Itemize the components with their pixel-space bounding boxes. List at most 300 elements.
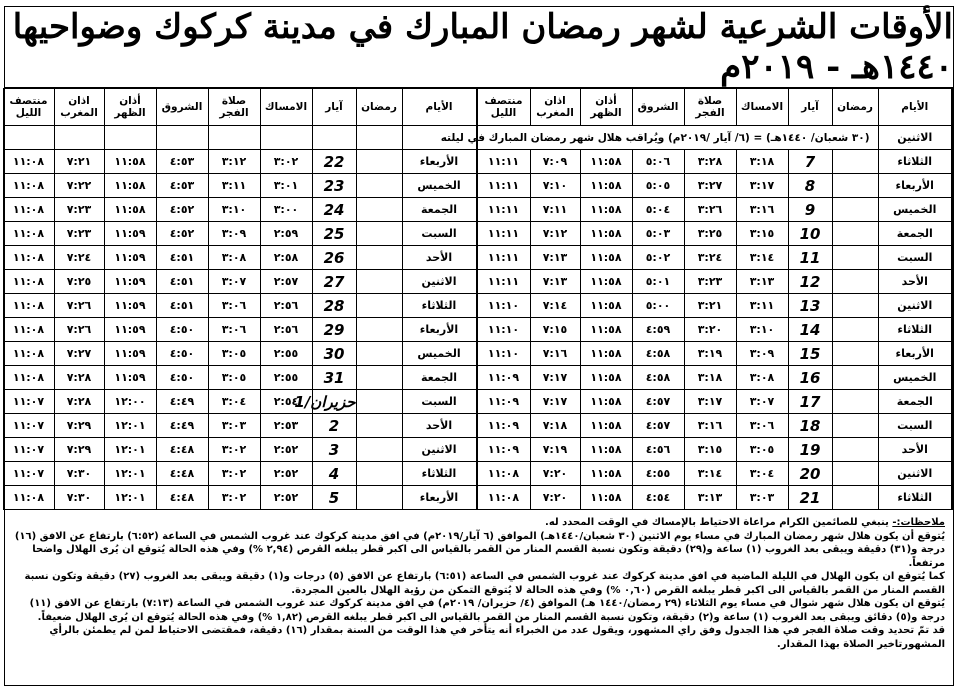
cell-may: 9 xyxy=(788,198,832,222)
cell-may: 3 xyxy=(312,438,356,462)
cell-ram xyxy=(356,438,402,462)
cell-ram xyxy=(356,366,402,390)
cell-ram xyxy=(832,270,878,294)
cell-mid: ١١:٠٨ xyxy=(3,222,54,246)
cell-fajr: ٣:٠٩ xyxy=(208,222,260,246)
table-row xyxy=(3,294,476,318)
cell-imsak: ٢:٥٤ xyxy=(260,390,312,414)
table-row xyxy=(477,414,952,438)
cell-day: الاثنين xyxy=(402,270,476,294)
cell-shuruq: ٥:٠٥ xyxy=(632,174,684,198)
cell-mid: ١١:٠٨ xyxy=(477,462,530,486)
cell-mid: ١١:٠٨ xyxy=(3,366,54,390)
cell-day: الأربعاء xyxy=(402,150,476,174)
cell-ram xyxy=(356,270,402,294)
cell-may: 14 xyxy=(788,318,832,342)
cell-dhuhr: ١١:٥٨ xyxy=(580,414,632,438)
cell-imsak: ٢:٥٧ xyxy=(260,270,312,294)
cell-maghrib: ٧:٢٦ xyxy=(54,294,104,318)
cell-imsak: ٣:٠٩ xyxy=(736,342,788,366)
cell-may: 24 xyxy=(312,198,356,222)
column-header: منتصف الليل xyxy=(477,89,530,126)
cell-imsak: ٣:١١ xyxy=(736,294,788,318)
cell-maghrib: ٧:٣٠ xyxy=(54,486,104,510)
cell-fajr: ٣:٠٨ xyxy=(208,246,260,270)
cell-shuruq: ٤:٥٨ xyxy=(632,342,684,366)
table-row xyxy=(3,246,476,270)
note-line: يُتوقع أن يكون هلال شهر رمضان المبارك في مساء يوم الاثنين (٣٠ شعبان/١٤٤٠هـ) الموافق (٦ آيار/٢٠١٩م) في افق مدينة كركوك عند غروب الشمس في الساعة (٦:٥٢) بارتفاع عن الافق (١٦) درجة و(٣١) دقيقة ويبقى بعد الغروب (١) ساعة و(٢٩) دقيقة وتكون نسبة القسم المنار من القمر بالقياس الى اكبر قطر يبلغه القرص (٢,٩٤ %) وفي هذه الحالة يُتوقع ان يُرى الهلال واضحا مرتفعاً. xyxy=(14,530,945,569)
table-row xyxy=(477,318,952,342)
cell-maghrib: ٧:٢٢ xyxy=(54,174,104,198)
cell-maghrib: ٧:٢٩ xyxy=(54,414,104,438)
cell-imsak: ٣:١٦ xyxy=(736,198,788,222)
cell-day: الخميس xyxy=(402,174,476,198)
cell-dhuhr: ١١:٥٨ xyxy=(580,342,632,366)
cell-day: الاثنين xyxy=(402,438,476,462)
cell-maghrib: ٧:٢٧ xyxy=(54,342,104,366)
cell-day: الأربعاء xyxy=(878,174,952,198)
cell-imsak: ٣:١٠ xyxy=(736,318,788,342)
cell-shuruq: ٥:٠١ xyxy=(632,270,684,294)
cell-shuruq: ٤:٥٦ xyxy=(632,438,684,462)
cell-fajr: ٣:١٨ xyxy=(684,366,736,390)
table-row xyxy=(477,366,952,390)
cell-maghrib: ٧:١٨ xyxy=(530,414,580,438)
cell-may: 17 xyxy=(788,390,832,414)
cell-mid: ١١:٠٨ xyxy=(3,486,54,510)
first-row-note: (٣٠ شعبان/ ١٤٤٠هـ) = (٦/ آيار /٢٠١٩م) ويُراقب هلال شهر رمضان المبارك في ليلته xyxy=(477,126,878,150)
column-header: صلاة الفجر xyxy=(208,89,260,126)
cell-shuruq: ٥:٠٢ xyxy=(632,246,684,270)
cell-shuruq: ٤:٤٩ xyxy=(156,414,208,438)
cell-shuruq: ٥:٠٤ xyxy=(632,198,684,222)
cell-shuruq: ٤:٥٩ xyxy=(632,318,684,342)
cell-maghrib: ٧:١٣ xyxy=(530,246,580,270)
cell-fajr: ٣:٠٤ xyxy=(208,390,260,414)
cell-shuruq: ٤:٥٧ xyxy=(632,390,684,414)
cell-maghrib: ٧:١٧ xyxy=(530,366,580,390)
cell-mid: ١١:٠٩ xyxy=(477,438,530,462)
cell-day: الثلاثاء xyxy=(878,150,952,174)
cell-ram xyxy=(356,246,402,270)
cell-fajr: ٣:٢٠ xyxy=(684,318,736,342)
cell-dhuhr: ١١:٥٩ xyxy=(104,222,156,246)
cell-dhuhr: ١١:٥٨ xyxy=(580,366,632,390)
cell-maghrib: ٧:٢٣ xyxy=(54,198,104,222)
header-row-left xyxy=(3,89,476,126)
cell-day: الجمعة xyxy=(878,390,952,414)
table-row xyxy=(3,318,476,342)
cell-day: السبت xyxy=(402,222,476,246)
cell-may: 23 xyxy=(312,174,356,198)
cell-ram xyxy=(356,390,402,414)
cell-maghrib: ٧:١٠ xyxy=(530,174,580,198)
cell-imsak: ٣:١٨ xyxy=(736,150,788,174)
table-row xyxy=(3,390,476,414)
table-row xyxy=(3,150,476,174)
cell-ram xyxy=(356,222,402,246)
column-header: أذان الظهر xyxy=(580,89,632,126)
cell-maghrib: ٧:٢١ xyxy=(54,150,104,174)
cell-imsak: ٢:٥٣ xyxy=(260,414,312,438)
cell-fajr: ٣:٠٢ xyxy=(208,462,260,486)
cell-day: الاثنين xyxy=(878,294,952,318)
first-row-day: الاثنين xyxy=(878,126,952,150)
cell-fajr: ٣:٢٨ xyxy=(684,150,736,174)
column-header: الشروق xyxy=(156,89,208,126)
cell-ram xyxy=(356,318,402,342)
cell-ram xyxy=(356,342,402,366)
cell-imsak: ٣:١٧ xyxy=(736,174,788,198)
cell-ram xyxy=(356,414,402,438)
cell-imsak: ٢:٥٦ xyxy=(260,318,312,342)
table-left xyxy=(3,88,477,510)
cell-mid: ١١:١٠ xyxy=(477,318,530,342)
cell-may: 27 xyxy=(312,270,356,294)
cell-imsak: ٣:٠٠ xyxy=(260,198,312,222)
cell-mid: ١١:٠٨ xyxy=(3,198,54,222)
column-header: رمضان xyxy=(832,89,878,126)
cell-mid: ١١:١١ xyxy=(477,222,530,246)
cell-maghrib: ٧:٢٨ xyxy=(54,390,104,414)
cell-fajr: ٣:١٢ xyxy=(208,150,260,174)
cell-dhuhr: ١١:٥٨ xyxy=(580,150,632,174)
cell-ram xyxy=(356,150,402,174)
note-line: قد تمّ تحديد وقت صلاة الفجر في هذا الجدول وفق راي المشهور، ويقول عدد من الخبراء أنه يتأخر في هذا الوقت من السنة بمقدار (١٦) دقيقة، فمقتضى الاحتياط لمن لم يطمئن بالرأي المشهورتاخير الصلاة بهذا المقدار. xyxy=(49,625,945,650)
cell-may: 26 xyxy=(312,246,356,270)
cell-may: 5 xyxy=(312,486,356,510)
cell-mid: ١١:١١ xyxy=(477,246,530,270)
cell-dhuhr: ١١:٥٨ xyxy=(580,486,632,510)
cell-maghrib: ٧:٢٦ xyxy=(54,318,104,342)
cell-maghrib: ٧:١٣ xyxy=(530,270,580,294)
cell-maghrib: ٧:٢٥ xyxy=(54,270,104,294)
cell-imsak: ٣:٠١ xyxy=(260,174,312,198)
cell-mid: ١١:٠٧ xyxy=(3,462,54,486)
cell-imsak: ٢:٥٩ xyxy=(260,222,312,246)
cell-fajr: ٣:٢٣ xyxy=(684,270,736,294)
cell-ram xyxy=(832,222,878,246)
cell-dhuhr: ١١:٥٨ xyxy=(580,318,632,342)
cell-ram xyxy=(832,486,878,510)
cell-may: 29 xyxy=(312,318,356,342)
cell-maghrib: ٧:١٥ xyxy=(530,318,580,342)
cell-fajr: ٣:١٩ xyxy=(684,342,736,366)
cell-maghrib: ٧:١١ xyxy=(530,198,580,222)
cell-ram xyxy=(832,150,878,174)
cell-fajr: ٣:٠٦ xyxy=(208,318,260,342)
table-row xyxy=(3,222,476,246)
cell-day: الجمعة xyxy=(878,222,952,246)
cell-maghrib: ٧:١٧ xyxy=(530,390,580,414)
cell-dhuhr: ١١:٥٨ xyxy=(580,270,632,294)
cell-dhuhr: ١١:٥٨ xyxy=(104,174,156,198)
cell-dhuhr: ١١:٥٨ xyxy=(580,174,632,198)
cell-dhuhr: ١٢:٠١ xyxy=(104,486,156,510)
cell-mid: ١١:٠٧ xyxy=(3,390,54,414)
cell-imsak: ٣:٠٥ xyxy=(736,438,788,462)
cell-may: 20 xyxy=(788,462,832,486)
cell-mid: ١١:٠٨ xyxy=(3,174,54,198)
column-header: أذان الظهر xyxy=(104,89,156,126)
cell-ram xyxy=(832,198,878,222)
cell-fajr: ٣:٢١ xyxy=(684,294,736,318)
cell-may: 7 xyxy=(788,150,832,174)
cell-shuruq: ٤:٥١ xyxy=(156,246,208,270)
column-header: اذان المغرب xyxy=(54,89,104,126)
cell-ram xyxy=(356,198,402,222)
cell-may: 10 xyxy=(788,222,832,246)
cell-may: 25 xyxy=(312,222,356,246)
cell-fajr: ٣:٢٧ xyxy=(684,174,736,198)
cell-dhuhr: ١٢:٠١ xyxy=(104,414,156,438)
cell-imsak: ٢:٥٢ xyxy=(260,462,312,486)
cell-dhuhr: ١١:٥٨ xyxy=(580,294,632,318)
cell-maghrib: ٧:٢٨ xyxy=(54,366,104,390)
table-row xyxy=(3,414,476,438)
cell-dhuhr: ١١:٥٩ xyxy=(104,246,156,270)
cell-may: 13 xyxy=(788,294,832,318)
cell-dhuhr: ١١:٥٨ xyxy=(580,246,632,270)
cell-imsak: ٣:١٣ xyxy=(736,270,788,294)
cell-day: الأربعاء xyxy=(402,318,476,342)
table-right xyxy=(440,88,954,510)
cell-shuruq: ٤:٥٥ xyxy=(632,462,684,486)
cell-fajr: ٣:١١ xyxy=(208,174,260,198)
cell-dhuhr: ١٢:٠٠ xyxy=(104,390,156,414)
cell-may: 12 xyxy=(788,270,832,294)
cell-dhuhr: ١٢:٠١ xyxy=(104,438,156,462)
column-header: الامساك xyxy=(736,89,788,126)
cell-dhuhr: ١١:٥٩ xyxy=(104,294,156,318)
cell-ram xyxy=(356,294,402,318)
cell-maghrib: ٧:١٤ xyxy=(530,294,580,318)
table-row xyxy=(477,222,952,246)
cell-fajr: ٣:١٣ xyxy=(684,486,736,510)
cell-mid: ١١:١١ xyxy=(477,270,530,294)
first-row-left-blank xyxy=(3,126,476,150)
cell-mid: ١١:١١ xyxy=(477,174,530,198)
cell-dhuhr: ١١:٥٩ xyxy=(104,342,156,366)
cell-shuruq: ٥:٠٠ xyxy=(632,294,684,318)
cell-ram xyxy=(832,174,878,198)
cell-ram xyxy=(356,174,402,198)
cell-maghrib: ٧:٢٣ xyxy=(54,222,104,246)
cell-day: الخميس xyxy=(402,342,476,366)
cell-shuruq: ٤:٤٨ xyxy=(156,486,208,510)
cell-fajr: ٣:٢٦ xyxy=(684,198,736,222)
cell-day: الأحد xyxy=(402,414,476,438)
column-header: الأيام xyxy=(402,89,476,126)
cell-dhuhr: ١١:٥٩ xyxy=(104,318,156,342)
cell-shuruq: ٤:٥٨ xyxy=(632,366,684,390)
column-header: آيار xyxy=(312,89,356,126)
cell-ram xyxy=(356,486,402,510)
cell-imsak: ٣:٠٢ xyxy=(260,150,312,174)
first-row xyxy=(477,126,952,150)
cell-imsak: ٢:٥٨ xyxy=(260,246,312,270)
cell-may: 16 xyxy=(788,366,832,390)
table-row xyxy=(477,438,952,462)
cell-may: 8 xyxy=(788,174,832,198)
column-header: صلاة الفجر xyxy=(684,89,736,126)
cell-ram xyxy=(832,366,878,390)
cell-mid: ١١:١٠ xyxy=(477,342,530,366)
cell-maghrib: ٧:٣٠ xyxy=(54,462,104,486)
cell-fajr: ٣:٠٣ xyxy=(208,414,260,438)
cell-may: 21 xyxy=(788,486,832,510)
cell-may: 11 xyxy=(788,246,832,270)
note-line: ينبغي للصائمين الكرام مراعاة الاحتياط بالإمساك في الوقت المحدد له. xyxy=(545,517,889,528)
cell-may: 15 xyxy=(788,342,832,366)
cell-fajr: ٣:٠٢ xyxy=(208,486,260,510)
table-row xyxy=(477,462,952,486)
cell-dhuhr: ١١:٥٨ xyxy=(580,390,632,414)
cell-day: الاثنين xyxy=(878,462,952,486)
cell-mid: ١١:٠٨ xyxy=(3,318,54,342)
note-line: كما يُتوقع ان يكون الهلال في الليلة الماضية في افق مدينة كركوك عند غروب الشمس في الساعة (٦:٥١) بارتفاع عن الافق (٥) درجات و(١) دقيقة ويبقى بعد الغروب (٢٧) دقيقة وتكون نسبة القسم المنار من القمر بالقياس الى اكبر قطر يبلغه القرص (٠,٦٠ %) وفي هذه الحالة لا يُتوقع التمكن من رؤية الهلال بالعين المجردة. xyxy=(24,571,945,596)
cell-mid: ١١:٠٨ xyxy=(3,294,54,318)
cell-fajr: ٣:١٤ xyxy=(684,462,736,486)
cell-mid: ١١:٠٨ xyxy=(3,246,54,270)
header-row-right xyxy=(477,89,952,126)
cell-day: الثلاثاء xyxy=(878,486,952,510)
cell-imsak: ٢:٥٦ xyxy=(260,294,312,318)
cell-mid: ١١:١١ xyxy=(477,150,530,174)
cell-shuruq: ٤:٥٠ xyxy=(156,342,208,366)
cell-mid: ١١:٠٧ xyxy=(3,438,54,462)
note-line: يُتوقع ان يكون هلال شهر شوال في مساء يوم الثلاثاء (٢٩ رمضان/١٤٤٠ هـ) الموافق (٤/ حزيران/ ٢٠١٩م) في افق مدينة كركوك عند غروب الشمس في الساعة (٧:١٣) بارتفاع عن الافق (١١) درجة و(٥) دقائق ويبقى بعد الغروب (١) ساعة و(٢) دقيقة، وتكون نسبة القسم المنار من القمر بالقياس الى اكبر قطر يبلغه القرص (١,٨٢ %) وفي هذه الحالة يُتوقع ان يُرى الهلال ضعيفاً. xyxy=(29,598,945,623)
cell-shuruq: ٤:٥٣ xyxy=(156,174,208,198)
cell-ram xyxy=(832,438,878,462)
cell-imsak: ٢:٥٢ xyxy=(260,438,312,462)
cell-shuruq: ٥:٠٣ xyxy=(632,222,684,246)
cell-imsak: ٣:١٥ xyxy=(736,222,788,246)
cell-may: 4 xyxy=(312,462,356,486)
table-row xyxy=(477,198,952,222)
cell-day: الأحد xyxy=(402,246,476,270)
table-row xyxy=(477,342,952,366)
cell-mid: ١١:٠٨ xyxy=(3,270,54,294)
cell-mid: ١١:٠٩ xyxy=(477,390,530,414)
cell-imsak: ٣:٠٧ xyxy=(736,390,788,414)
cell-maghrib: ٧:١٩ xyxy=(530,438,580,462)
cell-fajr: ٣:١٠ xyxy=(208,198,260,222)
cell-day: السبت xyxy=(402,390,476,414)
column-header: اذان المغرب xyxy=(530,89,580,126)
cell-imsak: ٣:٠٦ xyxy=(736,414,788,438)
cell-day: الثلاثاء xyxy=(878,318,952,342)
cell-fajr: ٣:٢٥ xyxy=(684,222,736,246)
cell-day: السبت xyxy=(878,414,952,438)
column-header: منتصف الليل xyxy=(3,89,54,126)
table-row xyxy=(3,342,476,366)
cell-shuruq: ٤:٥٢ xyxy=(156,198,208,222)
cell-day: الأحد xyxy=(878,270,952,294)
table-row xyxy=(3,438,476,462)
cell-shuruq: ٤:٥٧ xyxy=(632,414,684,438)
cell-mid: ١١:٠٨ xyxy=(3,342,54,366)
table-row xyxy=(477,270,952,294)
cell-shuruq: ٤:٥٢ xyxy=(156,222,208,246)
cell-shuruq: ٤:٥٤ xyxy=(632,486,684,510)
cell-ram xyxy=(832,246,878,270)
cell-mid: ١١:٠٩ xyxy=(477,414,530,438)
cell-dhuhr: ١١:٥٨ xyxy=(580,198,632,222)
cell-maghrib: ٧:١٦ xyxy=(530,342,580,366)
cell-dhuhr: ١١:٥٨ xyxy=(104,150,156,174)
cell-day: الثلاثاء xyxy=(402,294,476,318)
column-header: آيار xyxy=(788,89,832,126)
timetable-sheet xyxy=(4,6,954,686)
table-row xyxy=(477,150,952,174)
table-row xyxy=(3,174,476,198)
table-row xyxy=(3,366,476,390)
cell-fajr: ٣:٠٦ xyxy=(208,294,260,318)
cell-imsak: ٢:٥٥ xyxy=(260,366,312,390)
cell-dhuhr: ١١:٥٩ xyxy=(104,270,156,294)
table-row xyxy=(3,486,476,510)
cell-shuruq: ٤:٤٩ xyxy=(156,390,208,414)
cell-may: حزيران/1 xyxy=(312,390,356,414)
cell-may: 19 xyxy=(788,438,832,462)
cell-ram xyxy=(832,294,878,318)
cell-ram xyxy=(832,318,878,342)
cell-day: الجمعة xyxy=(402,366,476,390)
cell-shuruq: ٤:٥٠ xyxy=(156,366,208,390)
cell-day: الأحد xyxy=(878,438,952,462)
cell-imsak: ٢:٥٢ xyxy=(260,486,312,510)
cell-fajr: ٣:٠٢ xyxy=(208,438,260,462)
cell-ram xyxy=(356,462,402,486)
cell-may: 31 xyxy=(312,366,356,390)
cell-maghrib: ٧:٢٩ xyxy=(54,438,104,462)
notes-heading: ملاحظات:- xyxy=(892,517,945,528)
cell-imsak: ٣:١٤ xyxy=(736,246,788,270)
cell-fajr: ٣:٠٧ xyxy=(208,270,260,294)
cell-may: 18 xyxy=(788,414,832,438)
cell-fajr: ٣:٠٥ xyxy=(208,342,260,366)
table-row xyxy=(477,486,952,510)
cell-mid: ١١:١٠ xyxy=(477,294,530,318)
column-header: الامساك xyxy=(260,89,312,126)
cell-may: 28 xyxy=(312,294,356,318)
table-row xyxy=(3,198,476,222)
cell-ram xyxy=(832,462,878,486)
cell-dhuhr: ١١:٥٨ xyxy=(580,438,632,462)
table-row xyxy=(477,174,952,198)
cell-imsak: ٣:٠٣ xyxy=(736,486,788,510)
cell-dhuhr: ١٢:٠١ xyxy=(104,462,156,486)
cell-day: الخميس xyxy=(878,366,952,390)
cell-fajr: ٣:١٦ xyxy=(684,414,736,438)
cell-imsak: ٢:٥٥ xyxy=(260,342,312,366)
cell-day: السبت xyxy=(878,246,952,270)
cell-imsak: ٣:٠٤ xyxy=(736,462,788,486)
cell-maghrib: ٧:٢٠ xyxy=(530,462,580,486)
cell-may: 30 xyxy=(312,342,356,366)
tables-wrapper xyxy=(5,88,953,510)
cell-shuruq: ٤:٤٨ xyxy=(156,438,208,462)
cell-day: الأربعاء xyxy=(878,342,952,366)
cell-ram xyxy=(832,342,878,366)
cell-may: 2 xyxy=(312,414,356,438)
cell-fajr: ٣:٢٤ xyxy=(684,246,736,270)
cell-dhuhr: ١١:٥٨ xyxy=(580,462,632,486)
cell-ram xyxy=(832,390,878,414)
cell-day: الثلاثاء xyxy=(402,462,476,486)
cell-day: الخميس xyxy=(878,198,952,222)
